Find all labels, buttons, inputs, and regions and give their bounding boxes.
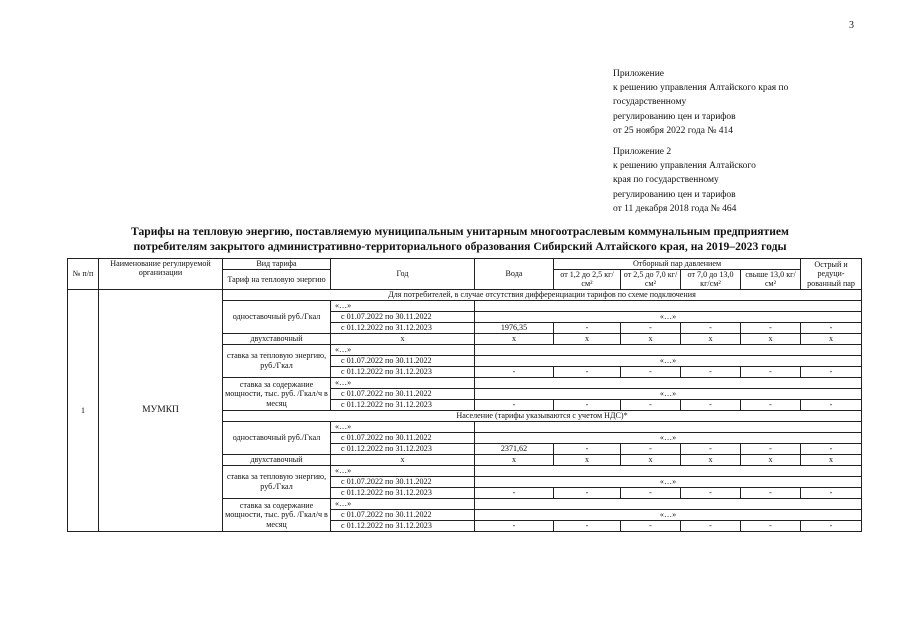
appendix-2-line: Приложение 2 [613, 147, 672, 157]
x-cell: x [331, 333, 475, 344]
dash-cell: - [681, 487, 741, 498]
dash-cell: - [801, 366, 862, 377]
header-org: Наименование регулируемой организации [99, 259, 223, 290]
dash-cell: - [681, 520, 741, 531]
dash-cell: - [554, 520, 621, 531]
section-1-row [68, 289, 862, 300]
dash-cell: - [621, 487, 681, 498]
dash-cell: - [621, 443, 681, 454]
dash-cell: - [554, 443, 621, 454]
dash-cell: - [554, 322, 621, 333]
dash-cell: - [801, 443, 862, 454]
section-1-title: Для потребителей, в случае отсутствия дифференциации тарифов по схеме подключения [223, 289, 862, 300]
document-title [80, 224, 840, 254]
header-tariff-type: Вид тарифа [223, 259, 331, 270]
x-cell: x [475, 333, 554, 344]
header-pressure-1: от 1,2 до 2,5 кг/см² [554, 270, 621, 290]
x-cell: x [331, 454, 475, 465]
dash-cell: - [554, 399, 621, 410]
x-cell: x [741, 454, 801, 465]
header-steam: Отборный пар давлением [554, 259, 801, 270]
dash-cell: - [621, 399, 681, 410]
x-cell: x [554, 333, 621, 344]
appendix-2-block [613, 145, 756, 216]
dash-cell: - [554, 487, 621, 498]
values-ellipsis: «…» [475, 388, 862, 399]
dash-cell: - [475, 520, 554, 531]
header-row-1 [68, 259, 862, 270]
two-rate-label: двухставочный [223, 333, 331, 344]
period-a: с 01.07.2022 по 30.11.2022 [331, 388, 475, 399]
values-ellipsis: «…» [475, 432, 862, 443]
page-number: 3 [849, 20, 854, 31]
x-cell: x [681, 454, 741, 465]
section-2-title: Население (тарифы указываются с учетом НДС)* [223, 410, 862, 421]
appendix-1-line: государственному [613, 97, 687, 108]
x-cell: x [801, 333, 862, 344]
appendix-2-line: к решению управления Алтайского [613, 161, 756, 172]
capacity-rate-label: ставка за содержание мощности, тыс. руб. /Гкал/ч в месяц [223, 377, 331, 410]
values-ellipsis: «…» [475, 355, 862, 366]
dash-cell: - [554, 366, 621, 377]
values-ellipsis: «…» [475, 311, 862, 322]
tariff-table [67, 258, 862, 532]
period-ellipsis: «…» [331, 421, 475, 432]
dash-cell: - [475, 366, 554, 377]
one-rate-label: одноставочный руб./Гкал [223, 300, 331, 333]
empty-cell [475, 421, 862, 432]
x-cell: x [681, 333, 741, 344]
dash-cell: - [681, 399, 741, 410]
water-value: 1976,35 [475, 322, 554, 333]
x-cell: x [554, 454, 621, 465]
header-pressure-3: от 7,0 до 13,0 кг/см² [681, 270, 741, 290]
period-a: с 01.07.2022 по 30.11.2022 [331, 509, 475, 520]
period-b: с 01.12.2022 по 31.12.2023 [331, 366, 475, 377]
dash-cell: - [681, 443, 741, 454]
appendix-2-line: края по государственному [613, 175, 719, 186]
values-ellipsis: «…» [475, 509, 862, 520]
dash-cell: - [621, 366, 681, 377]
appendix-2-line: от 11 декабря 2018 года № 464 [613, 203, 737, 214]
heat-rate-label: ставка за тепловую энергию, руб./Гкал [223, 344, 331, 377]
period-a: с 01.07.2022 по 30.11.2022 [331, 355, 475, 366]
dash-cell: - [475, 399, 554, 410]
period-b: с 01.12.2022 по 31.12.2023 [331, 322, 475, 333]
period-ellipsis: «…» [331, 465, 475, 476]
period-ellipsis: «…» [331, 344, 475, 355]
header-tariff-unit: Тариф на тепловую энергию [223, 270, 331, 290]
dash-cell: - [801, 487, 862, 498]
period-b: с 01.12.2022 по 31.12.2023 [331, 399, 475, 410]
dash-cell: - [801, 399, 862, 410]
appendix-1-block [613, 67, 788, 138]
period-b: с 01.12.2022 по 31.12.2023 [331, 443, 475, 454]
one-rate-label: одноставочный руб./Гкал [223, 421, 331, 454]
dash-cell: - [741, 322, 801, 333]
dash-cell: - [741, 443, 801, 454]
dash-cell: - [681, 366, 741, 377]
header-pressure-2: от 2,5 до 7,0 кг/см² [621, 270, 681, 290]
dash-cell: - [741, 487, 801, 498]
row-number: 1 [68, 289, 99, 531]
period-ellipsis: «…» [331, 377, 475, 388]
period-a: с 01.07.2022 по 30.11.2022 [331, 311, 475, 322]
header-year: Год [331, 259, 475, 290]
empty-cell [475, 377, 862, 388]
x-cell: x [621, 454, 681, 465]
empty-cell [475, 300, 862, 311]
dash-cell: - [801, 520, 862, 531]
dash-cell: - [621, 322, 681, 333]
period-a: с 01.07.2022 по 30.11.2022 [331, 476, 475, 487]
dash-cell: - [681, 322, 741, 333]
capacity-rate-label: ставка за содержание мощности, тыс. руб. /Гкал/ч в месяц [223, 498, 331, 531]
dash-cell: - [741, 520, 801, 531]
header-water: Вода [475, 259, 554, 290]
period-ellipsis: «…» [331, 300, 475, 311]
x-cell: x [621, 333, 681, 344]
dash-cell: - [741, 366, 801, 377]
two-rate-label: двухставочный [223, 454, 331, 465]
header-num: № п/п [68, 259, 99, 290]
empty-cell [475, 344, 862, 355]
title-line-1: Тарифы на тепловую энергию, поставляемую муниципальным унитарным многоотраслевым коммунальным предприятием [131, 225, 789, 238]
header-sharp-steam: Острый и редуци-рованный пар [801, 259, 862, 290]
header-pressure-4: свыше 13,0 кг/см² [741, 270, 801, 290]
dash-cell: - [801, 322, 862, 333]
appendix-1-line: Приложение [613, 69, 664, 79]
heat-rate-label: ставка за тепловую энергию, руб./Гкал [223, 465, 331, 498]
appendix-1-line: регулированию цен и тарифов [613, 111, 736, 122]
x-cell: x [801, 454, 862, 465]
x-cell: x [741, 333, 801, 344]
title-line-2: потребителям закрытого административно-территориального образования Сибирский Алтайского края, на 2019–2023 годы [133, 240, 787, 253]
appendix-1-line: к решению управления Алтайского края по [613, 83, 789, 94]
appendix-2-line: регулированию цен и тарифов [613, 189, 736, 200]
period-a: с 01.07.2022 по 30.11.2022 [331, 432, 475, 443]
x-cell: x [475, 454, 554, 465]
appendix-1-line: от 25 ноября 2022 года № 414 [613, 125, 734, 136]
empty-cell [475, 465, 862, 476]
dash-cell: - [621, 520, 681, 531]
empty-cell [475, 498, 862, 509]
dash-cell: - [475, 487, 554, 498]
water-value: 2371,62 [475, 443, 554, 454]
org-name: МУМКП [99, 289, 223, 531]
period-b: с 01.12.2022 по 31.12.2023 [331, 487, 475, 498]
period-b: с 01.12.2022 по 31.12.2023 [331, 520, 475, 531]
period-ellipsis: «…» [331, 498, 475, 509]
values-ellipsis: «…» [475, 476, 862, 487]
dash-cell: - [741, 399, 801, 410]
